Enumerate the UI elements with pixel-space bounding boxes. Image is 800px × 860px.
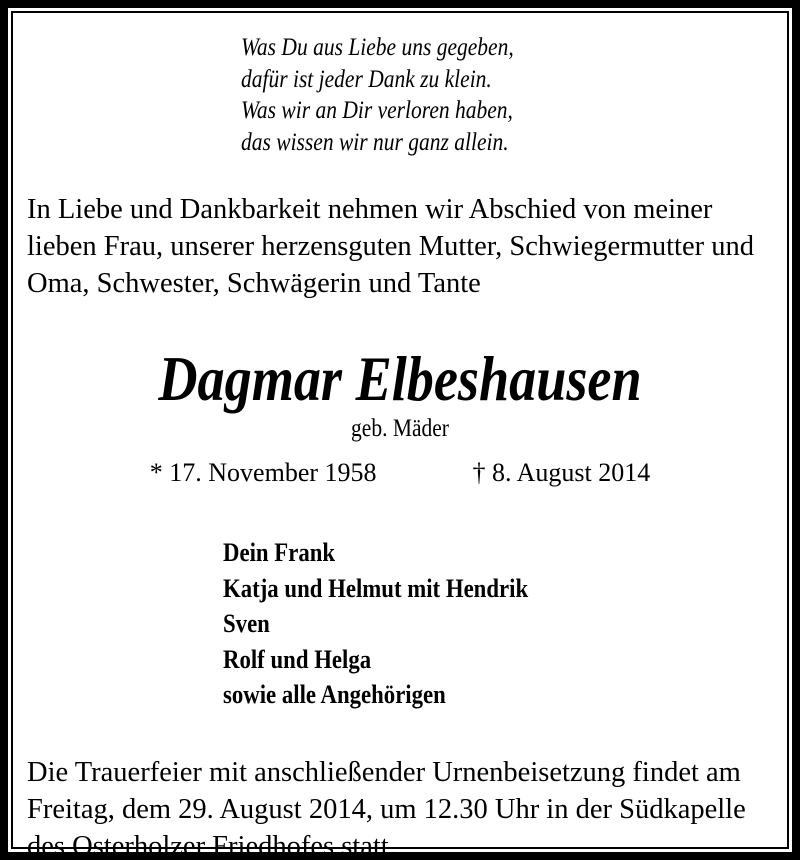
life-dates	[27, 457, 773, 489]
family-block	[223, 535, 578, 713]
verse-block	[241, 32, 558, 158]
funeral-details	[27, 754, 773, 860]
intro-text	[27, 191, 773, 302]
funeral-paragraph: Die Trauerfeier mit anschließender Urnenbeisetzung findet am Freitag, dem 29. August 2014, um 12.30 Uhr in der Südkapelle des Osterholzer Friedhofes statt.	[27, 756, 746, 860]
memorial-verse	[27, 32, 773, 158]
deceased-maiden-name: geb. Mäder	[351, 415, 449, 442]
deceased-name: Dagmar Elbeshausen	[158, 344, 642, 414]
family-line-4: Rolf und Helga	[222, 643, 371, 674]
birth-date: * 17. November 1958	[149, 458, 377, 487]
verse-line-1: Was Du aus Liebe uns gegeben,	[241, 34, 515, 61]
intro-paragraph: In Liebe und Dankbarkeit nehmen wir Abschied von meiner lieben Frau, unserer herzensguten Mutter, Schwiegermutter und Oma, Schwester, Schwägerin und Tante	[27, 194, 754, 299]
family-line-1: Dein Frank	[222, 537, 335, 567]
surviving-family	[27, 535, 773, 713]
notice-content	[13, 13, 787, 860]
family-line-2: Katja und Helmut mit Hendrik	[222, 572, 528, 603]
verse-line-2: dafür ist jeder Dank zu klein.	[241, 65, 493, 93]
family-line-3: Sven	[222, 608, 270, 638]
verse-line-3: Was wir an Dir verloren haben,	[241, 97, 514, 124]
family-line-5: sowie alle Angehörigen	[222, 679, 446, 709]
verse-line-4: das wissen wir nur ganz allein.	[241, 128, 510, 156]
death-date: † 8. August 2014	[472, 458, 651, 487]
